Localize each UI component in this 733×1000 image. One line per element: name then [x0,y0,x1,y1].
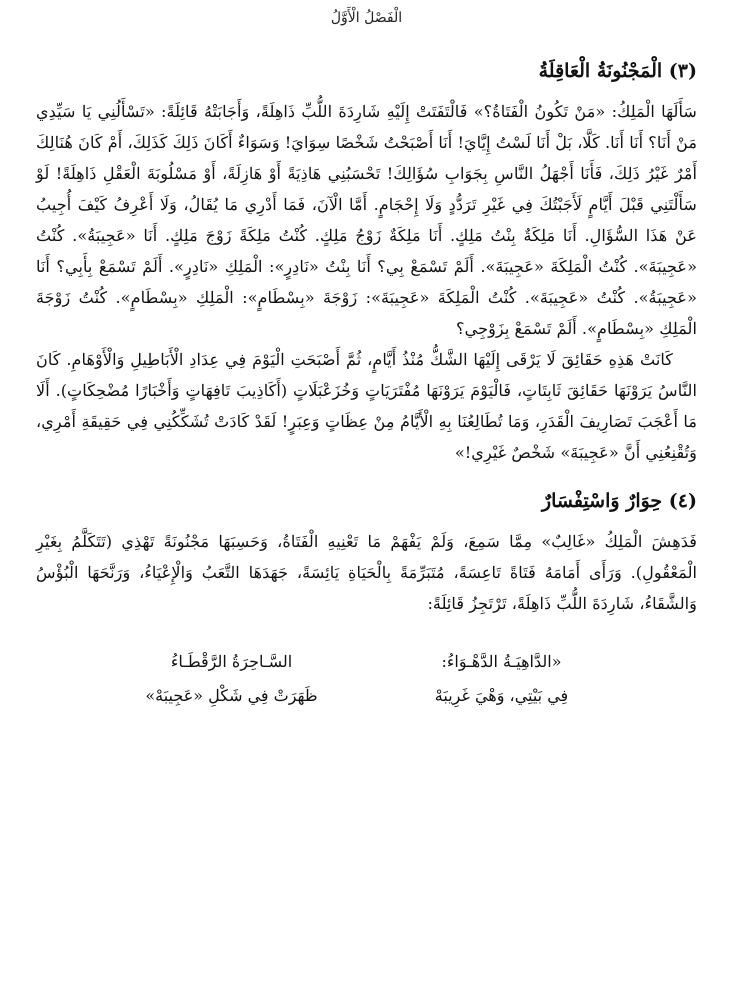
poem-verse-1-second-hemistich: السَّـاحِرَةُ الرَّقْطَـاءُ [170,652,293,671]
section-3-paragraph-2: كَانَتْ هَذِهِ حَقَائِقَ لَا يَرْقَى إِلَيْهَا الشَّكُّ مُنْذُ أَيَّامٍ، ثُمَّ أَصْبَحَتِ الْيَوْمَ فِي عِدَادِ الْأَبَاطِيلِ وَالْأَوْهَامِ. كَانَ النَّاسُ يَرَوْنَهَا حَقَائِقَ ثَابِتَاتٍ، فَالْيَوْمَ يَرَوْنَهَا مُفْتَرَيَاتٍ وَخُزَعْبَلَاتٍ (أَكَاذِيبَ تَافِهَاتٍ وَأَخْبَارًا مُضْحِكَاتٍ). أَلَا مَا أَعْجَبَ تَصَارِيفَ الْقَدَرِ، وَمَا تُطَالِعُنَا بِهِ الْأَيَّامُ مِنْ عِظَاتٍ وَعِبَرٍ! لَقَدْ كَادَتْ تُشَكِّكُنِي فِي حَقِيقَةِ أَمْرِي، وَتُقْنِعُنِي أَنَّ «عَجِيبَةَ» شَخْصٌ غَيْرِي!» [36,350,697,462]
poem-verse-1 [36,645,697,679]
poem-verse-2-first-hemistich: فِي بَيْتِي، وَهْيَ غَرِيبَهْ [434,686,569,705]
section-3-paragraph-1: سَأَلَهَا الْمَلِكُ: «مَنْ تَكُونُ الْفَتَاةُ؟» فَالْتَفَتَتْ إِلَيْهِ شَارِدَةَ اللُّبِّ ذَاهِلَةً، وَأَجَابَتْهُ قَائِلَةً: «تَسْأَلُنِي يَا سَيِّدِي مَنْ أَنَا؟ أَنَا أَنَا. كَلَّا، بَلْ أَنَا لَسْتُ إِيَّايَ! أَنَا أَصْبَحْتُ شَخْصًا سِوَايَ! وَسَوَاءٌ أَكَانَ ذَلِكَ كَذَلِكَ، أَمْ كَانَ هُنَالِكَ أَمْرٌ غَيْرُ ذَلِكَ، فَأَنَا أَجْهَلُ النَّاسِ بِجَوَابِ سُؤَالِكَ! تَحْسَبُنِي هَاذِيَةً أَوْ هَازِلَةً، أَوْ مَسْلُوبَةَ الْعَقْلِ ذَاهِلَةً! لَوْ سَأَلْتَنِي قَبْلَ أَيَّامٍ لَأَجَبْتُكَ فِي غَيْرِ تَرَدُّدٍ وَلَا إِحْجَامٍ. أَمَّا الْآنَ، فَمَا أَدْرِي مَا يُقَالُ، وَلَا أَعْرِفُ كَيْفَ أُجِيبُ عَنْ هَذَا السُّؤَالِ. أَنَا مَلِكَةٌ بِنْتُ مَلِكٍ. أَنَا مَلِكَةٌ زَوْجُ مَلِكٍ. كُنْتُ مَلِكَةً زَوْجَ مَلِكٍ. أَنَا «عَجِيبَةُ». كُنْتُ «عَجِيبَةَ». كُنْتُ الْمَلِكَةَ «عَجِيبَةَ». أَلَمْ تَسْمَعْ بِي؟ أَنَا بِنْتُ «نَادِرٍ»: الْمَلِكِ «نَادِرٍ». أَلَمْ تَسْمَعْ بِأَبِي؟ أَنَا «عَجِيبَةُ». كُنْتُ «عَجِيبَةَ». كُنْتُ الْمَلِكَةَ «عَجِيبَةَ»: زَوْجَةَ «بِسْطَامٍ»: الْمَلِكِ «بِسْطَامٍ». كُنْتُ زَوْجَةَ الْمَلِكِ «بِسْطَامٍ». أَلَمْ تَسْمَعْ بِزَوْجِي؟ [36,102,697,338]
poem-verse-1-first-hemistich: «الدَّاهِيَـةُ الدَّهْـوَاءُ: [441,652,562,671]
running-head: الْفَصْلُ الْأَوَّلُ [330,10,403,26]
section-4-title: (٤) حِوَارٌ وَاسْتِفْسَارٌ [541,490,697,512]
poem-verse-2-second-hemistich: ظَهَرَتْ فِي شَكْلِ «عَجِيبَهْ» [145,686,318,705]
poem [36,645,697,713]
poem-verse-2 [36,679,697,713]
section-3-title: (٣) الْمَجْنُونَةُ الْعَاقِلَةُ [538,60,697,82]
section-4-paragraph-1: فَدَهِشَ الْمَلِكُ «غَالِبٌ» مِمَّا سَمِعَ، وَلَمْ يَفْهَمْ مَا تَعْنِيهِ الْفَتَاةُ، وَحَسِبَهَا مَجْنُونَةً تَهْذِي (تَتَكَلَّمُ بِغَيْرِ الْمَعْقُولِ). وَرَأَى أَمَامَهُ فَتَاةً تَاعِسَةً، مُتَبَرِّمَةً بِالْحَيَاةِ يَائِسَةً، جَهَدَهَا التَّعَبُ وَالْإِعْيَاءُ، وَرَنَّحَهَا الْبُؤْسُ وَالشَّقَاءُ، شَارِدَةَ اللُّبِّ ذَاهِلَةً، تَرْتَجِزُ قَائِلَةً: [36,532,697,613]
